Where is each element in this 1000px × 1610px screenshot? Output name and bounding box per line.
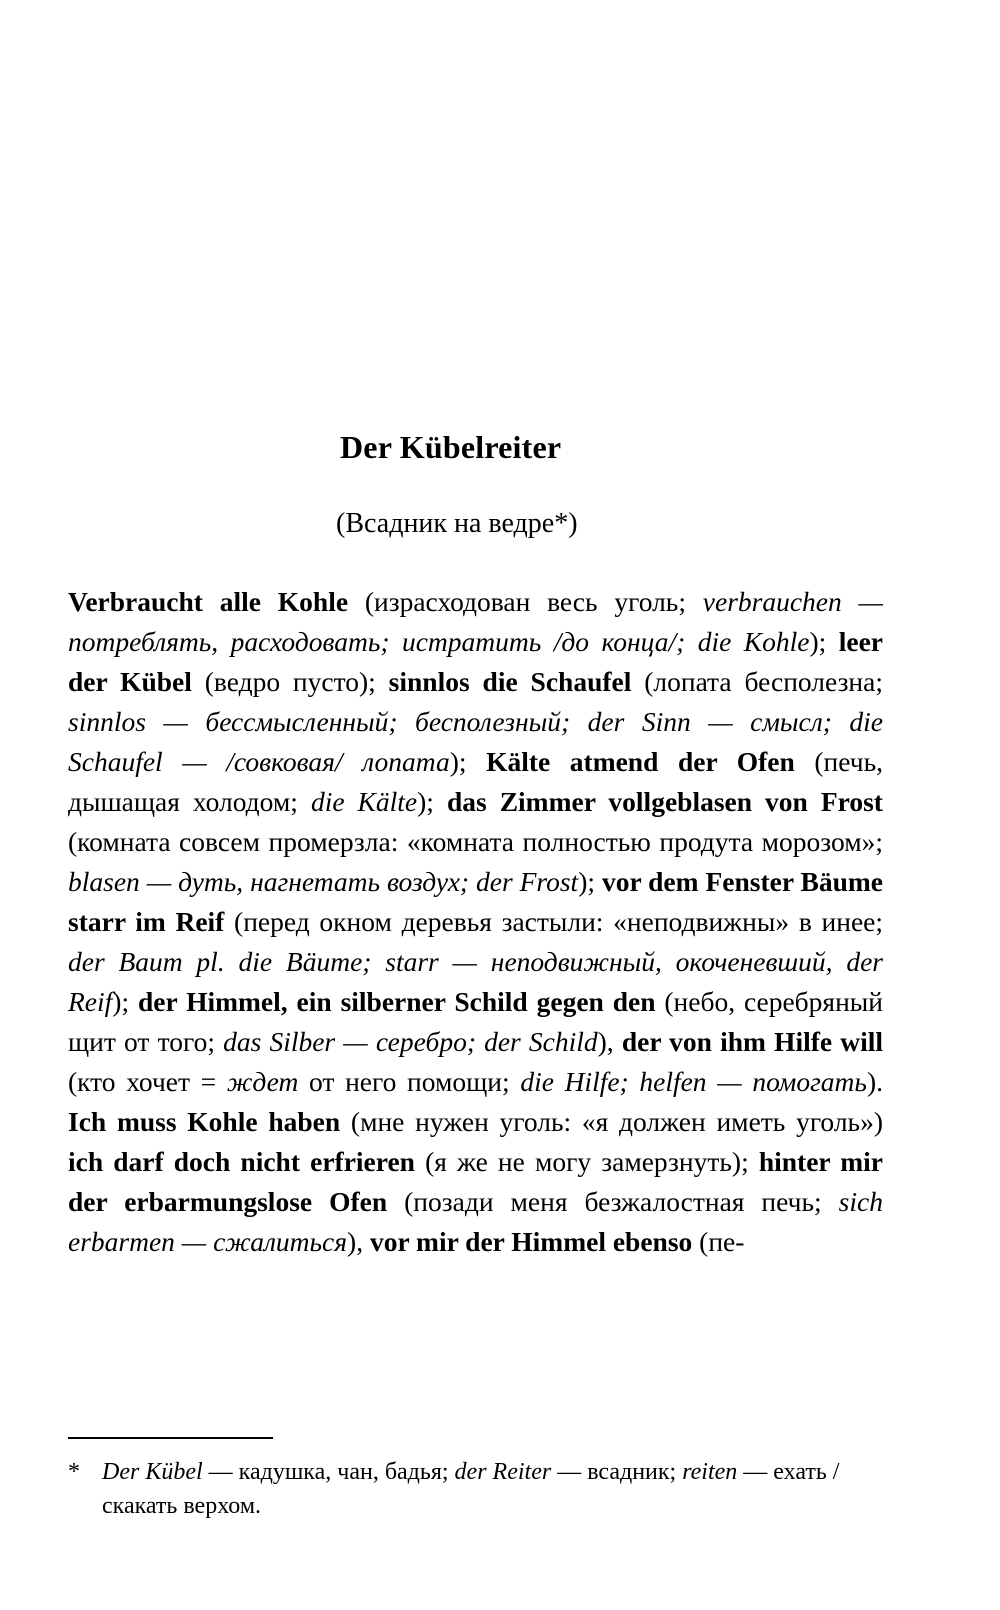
text-run-regular: (комната совсем промерзла: «комната полностью продута морозом»; [68,825,883,857]
text-run-regular: (мне нужен уголь: «я должен иметь уголь») [350,1105,883,1137]
text-run-regular: ); [417,785,447,817]
text-run-italic: sich erbarmen — сжалиться [68,1185,883,1257]
text-run-bold: vor dem Fenster Bäume starr im Reif [68,865,883,937]
body-text [68,582,883,1262]
text-run-bold: der Himmel, ein silberner Schild gegen den [137,985,665,1017]
text-run-regular: (печь, дышащая холодом; [68,745,883,817]
text-run-italic: blasen — дуть, нагнетать воздух; der Frost [68,865,579,897]
page-title: Der Kübelreiter [340,429,562,465]
text-run-italic: Der Kübel [102,1459,203,1485]
text-run-regular: (лопата бесполезна; [644,665,883,697]
text-run-italic: reiten [682,1459,738,1485]
text-run-regular: — ехать / скакать верхом. [102,1459,840,1519]
footnote-marker: * [68,1459,80,1485]
footnote-divider [68,1437,273,1439]
text-run-regular: — всадник; [551,1459,683,1485]
text-run-bold: der von ihm Hilfe will [621,1025,883,1057]
text-run-regular: ), [597,1025,622,1057]
text-run-regular: от него помощи; [298,1065,521,1097]
footnote [68,1455,883,1523]
text-run-bold: hinter mir der erbarmungslose Ofen [68,1145,883,1217]
text-run-regular: (позади меня безжалостная печь; [404,1185,839,1217]
text-run-regular: (пе- [699,1225,745,1257]
text-run-regular: (израсходован весь уголь; [364,585,703,617]
text-run-regular: (ведро пусто); [204,665,389,697]
text-run-italic: die Kälte [310,785,418,817]
text-run-regular: ); [809,625,839,657]
text-run-bold: das Zimmer vollgeblasen von Frost [446,785,883,817]
text-run-regular: (перед окном деревья застыли: «неподвижны» в инее; [234,905,883,937]
text-run-regular: (кто хочет = [68,1065,227,1097]
text-run-italic: verbrauchen — потреблять, расходовать; истратить /до конца/; die Kohle [68,585,883,657]
text-run-bold: Ich muss Kohle haben [68,1105,351,1137]
text-run-regular: ); [112,985,138,1017]
text-run-regular: (небо, серебряный щит от того; [68,985,883,1057]
text-run-italic: das Silber — серебро; der Schild [223,1025,598,1057]
text-run-regular: ). [866,1065,883,1097]
text-run-regular: — кадушка, чан, бадья; [202,1459,455,1485]
text-run-regular: ); [449,745,487,777]
text-run-bold: leer der Kübel [68,625,883,697]
text-run-italic: der Baum pl. die Bäume; starr — неподвижный, окоченевший, der Reif [68,945,883,1017]
text-run-regular: ); [578,865,602,897]
footnote-text [102,1455,883,1523]
text-run-bold: Kälte atmend der Ofen [486,745,815,777]
text-run-bold: vor mir der Himmel ebenso [369,1225,700,1257]
text-run-bold: ich darf doch nicht erfrieren [68,1145,426,1177]
text-run-italic: sinnlos — бессмысленный; бесполезный; der Sinn — смысл; die Schaufel — /совковая/ лопата [68,705,883,777]
text-run-italic: die Hilfe; helfen — помогать [520,1065,867,1097]
page-subtitle: (Всадник на ведре*) [336,508,578,540]
text-run-italic: der Reiter [454,1459,552,1485]
text-run-regular: ), [347,1225,370,1257]
text-run-bold: Verbraucht alle Kohle [68,585,365,617]
page-content [68,430,883,1262]
text-run-regular: (я же не могу замерзнуть); [425,1145,759,1177]
text-run-bold: sinnlos die Schaufel [388,665,645,697]
text-run-italic: ждет [226,1065,299,1097]
